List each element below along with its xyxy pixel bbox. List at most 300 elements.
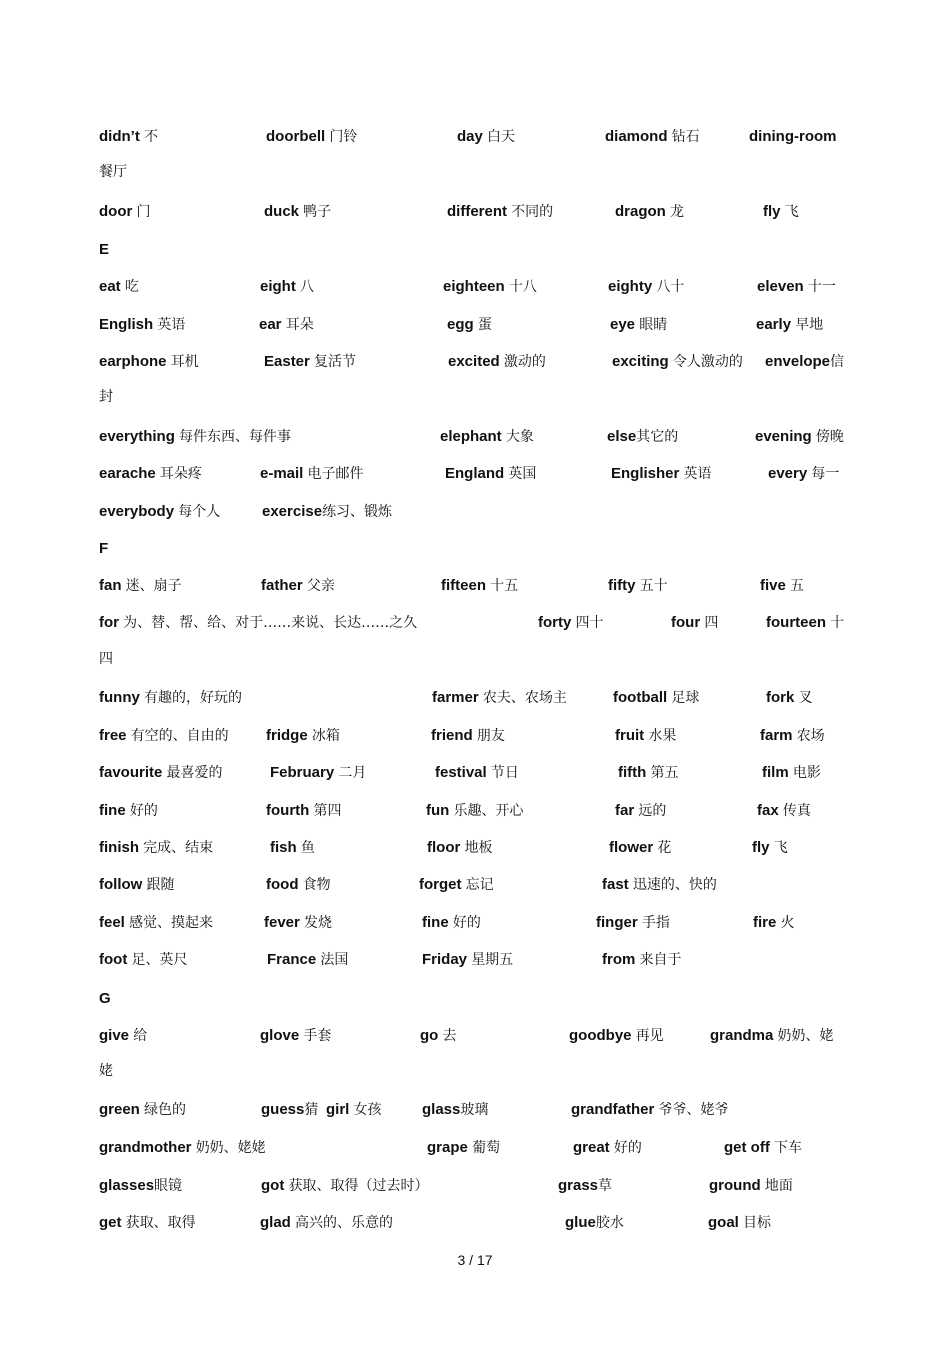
vocab-entry [267,948,348,972]
english-word: fish [270,839,301,856]
english-word: grass [558,1177,599,1194]
chinese-meaning: 来自于 [639,952,682,968]
english-word: duck [264,203,304,220]
vocab-entry [264,350,356,374]
vocab-entry [618,761,678,785]
vocab-entry [608,275,684,299]
english-word: funny [99,689,144,706]
vocab-entry [261,1174,429,1198]
english-word: fifteen [441,577,491,594]
english-word: fly [752,839,774,856]
vocab-entry [602,948,682,972]
english-word: day [457,128,488,145]
vocab-entry [422,911,481,935]
vocab-entry [615,799,666,823]
vocab-entry [757,275,836,299]
wrapped-translation: 姥 [99,1063,113,1079]
chinese-meaning: 高兴的、乐意的 [295,1215,394,1231]
vocab-entry [99,313,185,337]
chinese-meaning: 飞 [784,204,799,220]
vocab-row [0,836,950,860]
chinese-meaning: 冰箱 [311,728,340,744]
chinese-meaning: 早地 [795,317,824,333]
chinese-meaning: 傍晚 [815,429,844,445]
wrapped-translation: 餐厅 [99,164,127,180]
chinese-meaning: 节日 [490,765,519,781]
section-letter: F [99,540,109,557]
english-word: everybody [99,503,179,520]
english-word: Englisher [611,465,684,482]
english-word: four [671,614,705,631]
chinese-meaning: 足球 [671,690,700,706]
english-word: fifth [618,764,651,781]
vocab-entry [609,836,671,860]
vocab-entry [261,1098,318,1122]
english-word: eye [610,316,640,333]
vocab-entry [443,275,537,299]
vocab-entry [260,462,364,486]
vocab-entry [440,425,534,449]
english-word: get [99,1214,126,1231]
vocab-entry [608,574,668,598]
english-word: grandmother [99,1139,196,1156]
chinese-meaning: 信 [830,354,845,370]
english-word: farmer [432,689,483,706]
vocab-entry [441,574,518,598]
chinese-meaning: 门铃 [329,129,358,145]
chinese-meaning: 足、英尺 [131,952,188,968]
vocab-entry [760,724,825,748]
chinese-meaning: 获取、取得（过去时） [288,1178,429,1194]
english-word: eat [99,278,125,295]
english-word: ear [259,316,286,333]
page-number: 3 / 17 [457,1252,493,1268]
chinese-meaning: 奶奶、姥姥 [195,1140,266,1156]
vocab-entry [760,574,804,598]
vocab-row [0,1174,950,1198]
vocab-row [0,125,950,149]
chinese-meaning: 农场 [796,728,825,744]
english-word: fourteen [766,614,831,631]
english-word: earphone [99,353,171,370]
vocab-row [0,873,950,897]
vocab-entry [565,1211,624,1235]
english-word: didn’t [99,128,144,145]
chinese-meaning: 十五 [490,578,519,594]
english-word: goal [708,1214,744,1231]
vocab-entry [724,1136,802,1160]
english-word: glasses [99,1177,155,1194]
vocab-row [0,611,950,635]
chinese-meaning: 四 [704,615,719,631]
vocab-row [0,200,950,224]
vocab-entry [427,1136,500,1160]
vocab-entry [762,761,821,785]
vocab-entry [260,1024,331,1048]
english-word: friend [431,727,477,744]
vocab-entry [607,425,678,449]
vocab-entry [264,200,331,224]
chinese-meaning: 眼睛 [639,317,668,333]
english-word: eighty [608,278,657,295]
chinese-meaning: 每个人 [178,504,221,520]
vocab-row [0,462,950,486]
chinese-meaning: 钻石 [671,129,700,145]
vocab-entry [326,1098,382,1122]
chinese-meaning: 英语 [157,317,186,333]
vocab-row [0,724,950,748]
english-word: floor [427,839,465,856]
english-word: envelope [765,353,831,370]
chinese-meaning: 跟随 [146,877,175,893]
english-word: Easter [264,353,315,370]
english-word: feel [99,914,130,931]
chinese-meaning: 白天 [487,129,516,145]
english-word: dining-room [749,128,837,145]
vocab-entry [270,761,366,785]
vocab-entry [615,200,684,224]
vocab-entry [431,724,505,748]
chinese-meaning: 目标 [743,1215,772,1231]
vocab-entry [615,724,676,748]
chinese-meaning: 第四 [313,803,342,819]
chinese-meaning: 农夫、农场主 [482,690,567,706]
vocab-entry [447,200,553,224]
english-word: fan [99,577,126,594]
chinese-meaning: 十八 [508,279,537,295]
vocab-entry [610,313,667,337]
english-word: different [447,203,512,220]
chinese-meaning: 好的 [613,1140,642,1156]
wrapped-translation: 四 [99,651,113,667]
chinese-meaning: 眼镜 [154,1178,183,1194]
chinese-meaning: 父亲 [306,578,335,594]
vocab-entry [710,1024,834,1048]
english-word: green [99,1101,145,1118]
chinese-meaning: 有趣的，好玩的 [144,690,242,706]
chinese-meaning: 二月 [338,765,367,781]
vocab-entry [538,611,604,635]
english-word: forty [538,614,576,631]
vocab-entry [605,125,700,149]
english-word: film [762,764,793,781]
chinese-meaning: 地板 [464,840,493,856]
vocab-entry [99,1211,196,1235]
chinese-meaning: 为、替、帮、给、对于……来说、长达……之久 [123,615,418,631]
english-word: farm [760,727,797,744]
vocab-entry [753,911,795,935]
english-word: goodbye [569,1027,636,1044]
vocab-row [0,350,950,374]
english-word: fourth [266,802,314,819]
english-word: fire [753,914,781,931]
chinese-meaning: 吃 [124,279,139,295]
english-word: fifty [608,577,640,594]
vocab-row [0,948,950,972]
english-word: finger [596,914,642,931]
chinese-meaning: 好的 [129,803,158,819]
english-word: fax [757,802,783,819]
chinese-meaning: 十一 [807,279,836,295]
chinese-meaning: 迷、扇子 [125,578,182,594]
english-word: early [756,316,796,333]
vocab-row [0,425,950,449]
english-word: fine [422,914,453,931]
chinese-meaning: 草 [598,1178,613,1194]
chinese-meaning: 爷爷、姥爷 [658,1102,729,1118]
vocab-row [0,500,950,524]
english-word: festival [435,764,491,781]
english-word: door [99,203,137,220]
english-word: guess [261,1101,305,1118]
vocab-entry [611,462,712,486]
chinese-meaning: 鱼 [300,840,315,856]
vocab-entry [756,313,823,337]
vocab-entry [99,500,220,524]
vocab-entry [596,911,670,935]
vocab-entry [445,462,536,486]
english-word: elephant [440,428,506,445]
english-word: dragon [615,203,670,220]
chinese-meaning: 地面 [764,1178,793,1194]
vocab-entry [768,462,839,486]
english-word: exciting [612,353,673,370]
chinese-meaning: 法国 [320,952,349,968]
vocab-entry [262,500,392,524]
chinese-meaning: 胶水 [595,1215,624,1231]
chinese-meaning: 四十 [575,615,604,631]
chinese-meaning: 不同的 [511,204,554,220]
chinese-meaning: 耳机 [170,354,199,370]
vocab-entry [99,125,158,149]
vocab-entry [447,313,492,337]
chinese-meaning: 传真 [782,803,811,819]
chinese-meaning: 十 [830,615,845,631]
vocab-entry [419,873,494,897]
chinese-meaning: 鸭子 [303,204,332,220]
vocab-entry [558,1174,612,1198]
english-word: fever [264,914,305,931]
vocab-entry [432,686,567,710]
chinese-meaning: 五 [790,578,805,594]
vocab-entry [766,686,813,710]
vocab-entry [709,1174,793,1198]
english-word: five [760,577,791,594]
english-word: England [445,465,509,482]
chinese-meaning: 有空的、自由的 [130,728,229,744]
english-word: eighteen [443,278,509,295]
vocab-entry [420,1024,457,1048]
english-word: else [607,428,637,445]
chinese-meaning: 星期五 [471,952,514,968]
english-word: ground [709,1177,765,1194]
chinese-meaning: 迅速的、快的 [632,877,717,893]
vocab-entry [99,911,213,935]
english-word: foot [99,951,132,968]
english-word: got [261,1177,289,1194]
chinese-meaning: 远的 [638,803,667,819]
english-word: eight [260,278,300,295]
vocab-entry [571,1098,729,1122]
vocab-row [0,686,950,710]
vocab-entry [426,799,524,823]
vocab-row [0,761,950,785]
chinese-meaning: 耳朵疼 [159,466,202,482]
section-letter: G [99,990,111,1007]
vocab-entry [573,1136,642,1160]
english-word: exercise [262,503,323,520]
chinese-meaning: 花 [657,840,672,856]
english-word: glad [260,1214,296,1231]
english-word: diamond [605,128,672,145]
chinese-meaning: 其它的 [636,429,679,445]
vocab-entry [99,200,151,224]
chinese-meaning: 忘记 [465,877,494,893]
vocab-entry [752,836,788,860]
chinese-meaning: 大象 [505,429,534,445]
english-word: egg [447,316,478,333]
chinese-meaning: 奶奶、姥 [777,1028,834,1044]
chinese-meaning: 水果 [648,728,677,744]
vocab-entry [99,724,229,748]
chinese-meaning: 手套 [303,1028,332,1044]
english-word: eleven [757,278,808,295]
english-word: evening [755,428,816,445]
vocab-entry [259,313,314,337]
vocab-row [0,799,950,823]
english-word: fork [766,689,799,706]
english-word: grandfather [571,1101,659,1118]
vocab-entry [569,1024,664,1048]
vocab-entry [266,799,341,823]
vocab-entry [602,873,717,897]
chinese-meaning: 电影 [792,765,821,781]
vocab-entry [99,350,199,374]
chinese-meaning: 绿色的 [144,1102,187,1118]
vocab-entry [427,836,493,860]
english-word: February [270,764,339,781]
chinese-meaning: 获取、取得 [125,1215,196,1231]
chinese-meaning: 练习、锻炼 [322,504,393,520]
english-word: France [267,951,321,968]
vocab-entry [99,425,291,449]
english-word: give [99,1027,134,1044]
chinese-meaning: 猜 [304,1102,319,1118]
vocab-row [0,1136,950,1160]
chinese-meaning: 发烧 [304,915,333,931]
vocab-entry [765,350,844,374]
english-word: excited [448,353,504,370]
vocab-entry [99,836,213,860]
chinese-meaning: 朋友 [476,728,505,744]
vocab-row [0,574,950,598]
english-word: football [613,689,672,706]
chinese-meaning: 玻璃 [460,1102,489,1118]
vocab-entry [99,1024,147,1048]
vocab-row [0,1024,950,1048]
english-word: grape [427,1139,473,1156]
vocab-entry [763,200,799,224]
english-word: Friday [422,951,472,968]
english-word: fridge [266,727,312,744]
chinese-meaning: 八十 [656,279,685,295]
english-word: food [266,876,303,893]
english-word: fun [426,802,454,819]
chinese-meaning: 葡萄 [472,1140,501,1156]
vocab-entry [99,574,182,598]
english-word: fine [99,802,130,819]
english-word: go [420,1027,443,1044]
english-word: forget [419,876,466,893]
vocab-entry [749,125,836,149]
chinese-meaning: 八 [300,279,314,295]
english-word: get off [724,1139,774,1156]
vocab-entry [457,125,515,149]
vocab-entry [99,761,223,785]
vocab-entry [99,799,158,823]
english-word: girl [326,1101,354,1118]
chinese-meaning: 龙 [670,204,684,220]
chinese-meaning: 再见 [635,1028,664,1044]
vocab-entry [99,611,417,635]
chinese-meaning: 五十 [639,578,668,594]
vocab-entry [99,462,202,486]
chinese-meaning: 好的 [452,915,481,931]
vocab-row [0,313,950,337]
vocab-entry [99,948,187,972]
chinese-meaning: 食物 [302,877,331,893]
chinese-meaning: 感觉、摸起来 [129,915,214,931]
chinese-meaning: 英语 [683,466,712,482]
english-word: great [573,1139,614,1156]
chinese-meaning: 叉 [798,690,813,706]
vocab-row [0,911,950,935]
chinese-meaning: 激动的 [503,354,546,370]
chinese-meaning: 第五 [650,765,679,781]
vocab-entry [755,425,844,449]
vocab-row [0,1211,950,1235]
chinese-meaning: 每件东西、每件事 [179,429,292,445]
vocab-entry [612,350,743,374]
vocab-entry [99,275,139,299]
english-word: everything [99,428,180,445]
english-word: glue [565,1214,596,1231]
english-word: follow [99,876,147,893]
chinese-meaning: 令人激动的 [672,354,743,370]
vocab-entry [264,911,332,935]
vocab-row [0,1098,950,1122]
english-word: English [99,316,158,333]
vocab-entry [757,799,811,823]
vocab-entry [266,873,331,897]
chinese-meaning: 耳朵 [285,317,314,333]
english-word: fruit [615,727,649,744]
chinese-meaning: 蛋 [477,317,492,333]
wrapped-translation: 封 [99,389,113,405]
english-word: e-mail [260,465,308,482]
chinese-meaning: 最喜爱的 [166,765,223,781]
vocab-entry [260,275,314,299]
english-word: from [602,951,640,968]
vocab-entry [261,574,335,598]
english-word: finish [99,839,144,856]
english-word: glove [260,1027,304,1044]
english-word: glass [422,1101,461,1118]
chinese-meaning: 每一 [811,466,840,482]
vocab-entry [766,611,844,635]
chinese-meaning: 去 [442,1028,457,1044]
vocab-entry [448,350,546,374]
